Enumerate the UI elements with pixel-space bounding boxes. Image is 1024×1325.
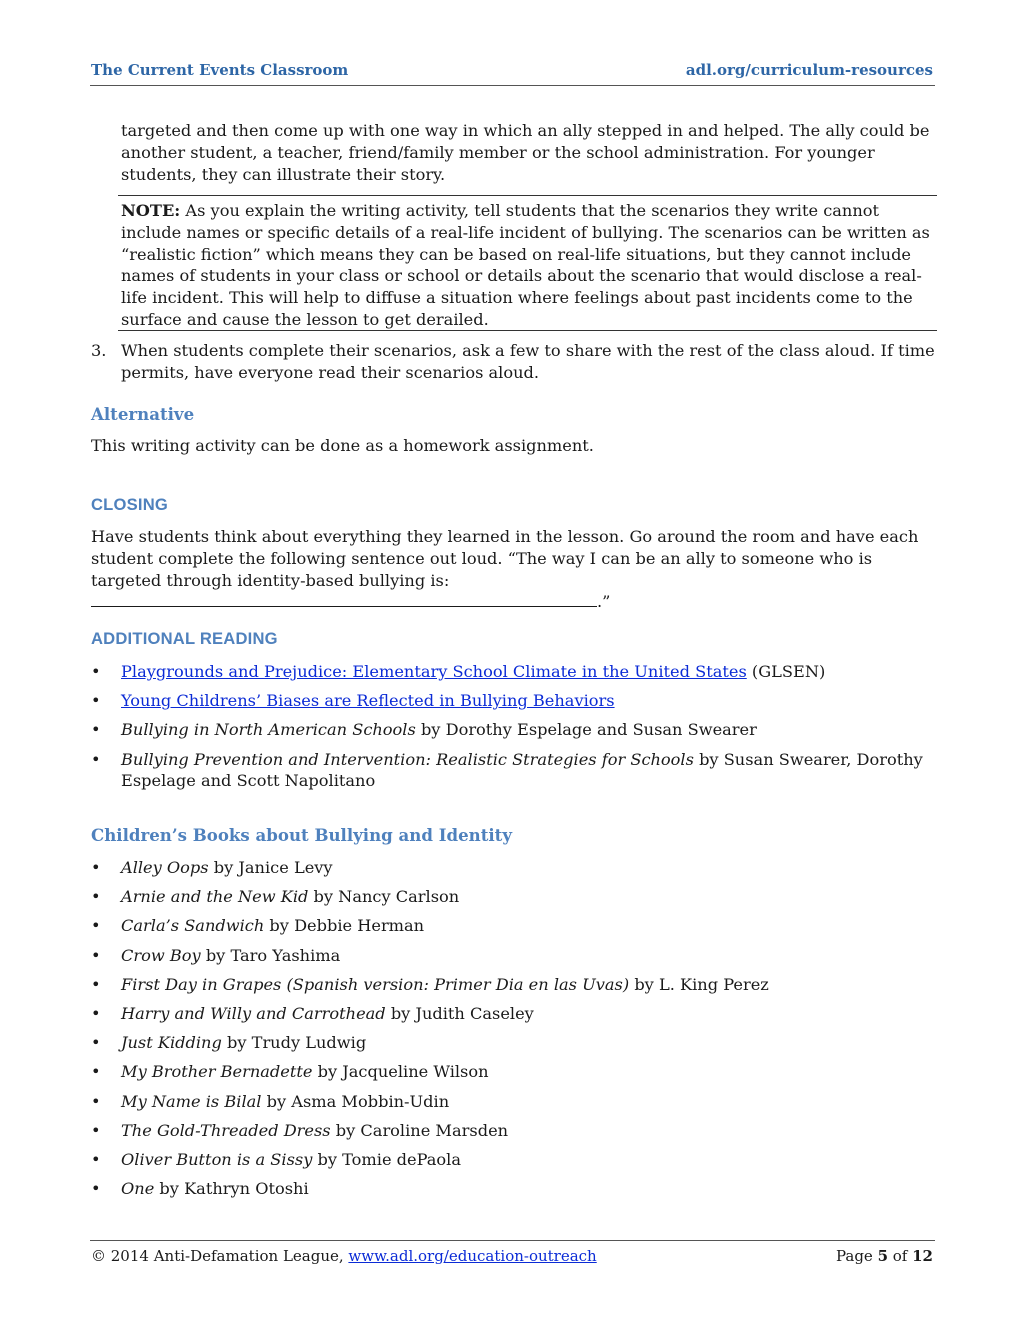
continuation-paragraph: [91, 120, 937, 185]
book-item: [91, 886, 937, 908]
page-total: 12: [912, 1247, 933, 1265]
step-3: [91, 340, 937, 384]
reading-item: [91, 690, 937, 712]
footer-copyright: [91, 1247, 597, 1265]
alternative-heading: Alternative: [91, 404, 195, 424]
book-title: Bullying Prevention and Intervention: Realistic Strategies for Schools: [121, 749, 694, 769]
page-prefix: Page: [835, 1247, 878, 1265]
book-title: Arnie and the New Kid: [121, 887, 309, 907]
childrens-books-heading: Children’s Books about Bullying and Identity: [91, 825, 512, 845]
reading-source: (GLSEN): [746, 662, 826, 681]
book-title: First Day in Grapes (Spanish version: Primer Dia en las Uvas): [121, 974, 630, 994]
book-item: [91, 857, 937, 879]
continuation-text: targeted and then come up with one way in which an ally stepped in and helped. The ally could be another student, a teacher, friend/family member or the school administration. For younger students, they can illustrate their story.: [121, 121, 930, 184]
bullet-icon: •: [91, 749, 101, 769]
bullet-icon: •: [91, 1179, 101, 1199]
book-item: [91, 915, 937, 937]
book-title: Just Kidding: [121, 1033, 222, 1053]
alternative-section: [91, 435, 937, 457]
book-item: [91, 1003, 937, 1025]
bullet-icon: •: [91, 1033, 101, 1053]
bullet-icon: •: [91, 691, 101, 711]
bullet-icon: •: [91, 1003, 101, 1023]
note-label: NOTE:: [121, 201, 181, 220]
note-paragraph: [121, 200, 937, 331]
book-author: by L. King Perez: [629, 974, 769, 994]
book-title: Bullying in North American Schools: [121, 720, 416, 740]
book-title: The Gold-Threaded Dress: [121, 1120, 331, 1140]
closing-text: Have students think about everything they learned in the lesson. Go around the room and have each student complete the following sentence out loud. “The way I can be an ally to someone who is targeted through identity-based bullying is:: [91, 527, 919, 590]
bullet-icon: •: [91, 1091, 101, 1111]
book-item: [91, 1032, 937, 1054]
bullet-icon: •: [91, 1120, 101, 1140]
reading-item: [91, 661, 937, 683]
book-author: by Asma Mobbin-Udin: [261, 1091, 450, 1111]
book-author: by Tomie dePaola: [312, 1149, 462, 1169]
note-text: As you explain the writing activity, tell students that the scenarios they write cannot include names or specific details of a real-life incident of bullying. The scenarios can be written as “realistic fiction” which means they can be based on real-life situations, but they cannot include names of students in your class or school or details about the scenario that would disclose a real-life incident. This will help to diffuse a situation where feelings about past incidents come to the surface and cause the lesson to get derailed.: [121, 201, 930, 329]
bullet-icon: •: [91, 1149, 101, 1169]
book-author: by Taro Yashima: [200, 945, 341, 965]
bullet-icon: •: [91, 916, 101, 936]
page-number: [836, 1247, 933, 1265]
step-text: When students complete their scenarios, ask a few to share with the rest of the class aloud. If time permits, have everyone read their scenarios aloud.: [121, 341, 935, 382]
page-footer: [90, 1240, 935, 1265]
page-header: [90, 61, 935, 86]
footer-link[interactable]: www.adl.org/education-outreach: [348, 1247, 597, 1265]
book-author: by Trudy Ludwig: [221, 1033, 367, 1053]
fill-in-blank: [91, 592, 597, 607]
reading-item: [91, 749, 937, 793]
closing-section: [91, 526, 937, 613]
page-of: of: [888, 1247, 913, 1265]
book-author: by Dorothy Espelage and Susan Swearer: [415, 720, 757, 740]
book-title: Harry and Willy and Carrothead: [121, 1003, 386, 1023]
book-item: [91, 945, 937, 967]
book-title: Carla’s Sandwich: [121, 916, 265, 936]
book-author: by Janice Levy: [208, 858, 333, 877]
additional-reading-list: [91, 661, 937, 792]
page-current: 5: [877, 1247, 888, 1265]
book-item: [91, 1178, 937, 1200]
book-author: by Judith Caseley: [385, 1003, 534, 1023]
closing-end: .”: [597, 592, 611, 612]
book-item: [91, 1120, 937, 1142]
bullet-icon: •: [91, 662, 101, 681]
header-url: adl.org/curriculum-resources: [685, 61, 933, 79]
header-title: The Current Events Classroom: [91, 61, 349, 79]
note-box: [118, 195, 937, 331]
closing-paragraph: [91, 526, 937, 613]
book-author: by Nancy Carlson: [308, 887, 460, 907]
book-title: One: [121, 1179, 155, 1199]
reading-item: [91, 719, 937, 741]
step-number: 3.: [91, 341, 107, 360]
copyright-text: © 2014 Anti-Defamation League,: [91, 1247, 349, 1265]
bullet-icon: •: [91, 858, 101, 877]
book-item: [91, 974, 937, 996]
bullet-icon: •: [91, 720, 101, 740]
book-item: [91, 1091, 937, 1113]
book-item: [91, 1149, 937, 1171]
reading-link-biases[interactable]: Young Childrens’ Biases are Reflected in Bullying Behaviors: [121, 691, 615, 711]
book-title: Oliver Button is a Sissy: [121, 1149, 313, 1169]
reading-link-playgrounds[interactable]: Playgrounds and Prejudice: Elementary School Climate in the United States: [121, 662, 747, 681]
book-title: Alley Oops: [121, 858, 209, 877]
alternative-text: This writing activity can be done as a homework assignment.: [91, 436, 594, 455]
bullet-icon: •: [91, 887, 101, 907]
bullet-icon: •: [91, 945, 101, 965]
book-author: by Caroline Marsden: [330, 1120, 509, 1140]
closing-heading: CLOSING: [91, 495, 168, 514]
additional-reading-heading: ADDITIONAL READING: [91, 629, 278, 648]
book-title: My Brother Bernadette: [121, 1062, 313, 1082]
book-author: by Susan Swearer, Dorothy Espelage and Scott Napolitano: [121, 749, 923, 791]
book-author: by Kathryn Otoshi: [154, 1179, 309, 1199]
book-author: by Jacqueline Wilson: [312, 1062, 489, 1082]
bullet-icon: •: [91, 974, 101, 994]
book-title: Crow Boy: [121, 945, 201, 965]
book-author: by Debbie Herman: [264, 916, 425, 936]
book-item: [91, 1061, 937, 1083]
bullet-icon: •: [91, 1062, 101, 1082]
book-title: My Name is Bilal: [121, 1091, 262, 1111]
childrens-books-list: [91, 857, 937, 1207]
